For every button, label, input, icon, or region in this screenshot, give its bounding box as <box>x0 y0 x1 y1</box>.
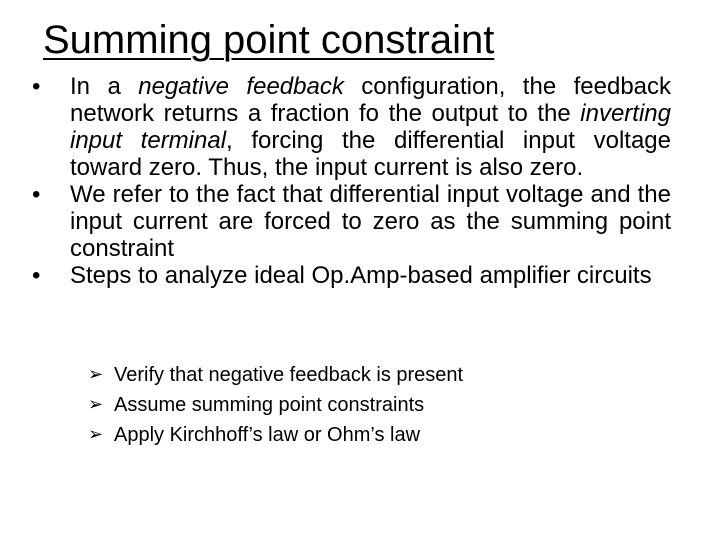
bullet-text: We refer to the fact that differential input voltage and the input current are forced to zero as the summing point constraint <box>70 181 671 262</box>
slide-title: Summing point constraint <box>43 18 495 62</box>
bullet-item <box>26 73 671 181</box>
sub-bullet-item <box>88 360 463 390</box>
bullet-text-run: , forcing the differential input voltage toward zero. Thus, the input current is also zero. <box>70 127 672 181</box>
bullet-text-run: In a <box>70 73 139 100</box>
bullet-text: Steps to analyze ideal Op.Amp-based amplifier circuits <box>70 262 652 289</box>
bullet-text-italic: negative feedback <box>138 73 344 100</box>
arrow-right-icon: ➢ <box>88 364 104 385</box>
sub-bullet-text: Assume summing point constraints <box>114 394 425 416</box>
bullet-list <box>26 73 671 289</box>
arrow-right-icon: ➢ <box>88 424 104 445</box>
sub-bullet-text: Verify that negative feedback is present <box>114 364 464 386</box>
sub-bullet-list <box>88 360 463 450</box>
sub-bullet-text: Apply Kirchhoff’s law or Ohm’s law <box>114 424 421 446</box>
sub-bullet-item <box>88 420 463 450</box>
bullet-text <box>70 73 671 181</box>
bullet-text-run: configuration, the feedback network returns a fraction fo the output to the <box>70 73 672 127</box>
bullet-dot-icon: • <box>32 73 41 100</box>
bullet-dot-icon: • <box>32 181 41 208</box>
bullet-item <box>26 262 671 289</box>
bullet-text-italic: inverting input terminal <box>70 100 671 154</box>
bullet-item <box>26 181 671 262</box>
bullet-dot-icon: • <box>32 262 41 289</box>
arrow-right-icon: ➢ <box>88 394 104 415</box>
sub-bullet-item <box>88 390 463 420</box>
